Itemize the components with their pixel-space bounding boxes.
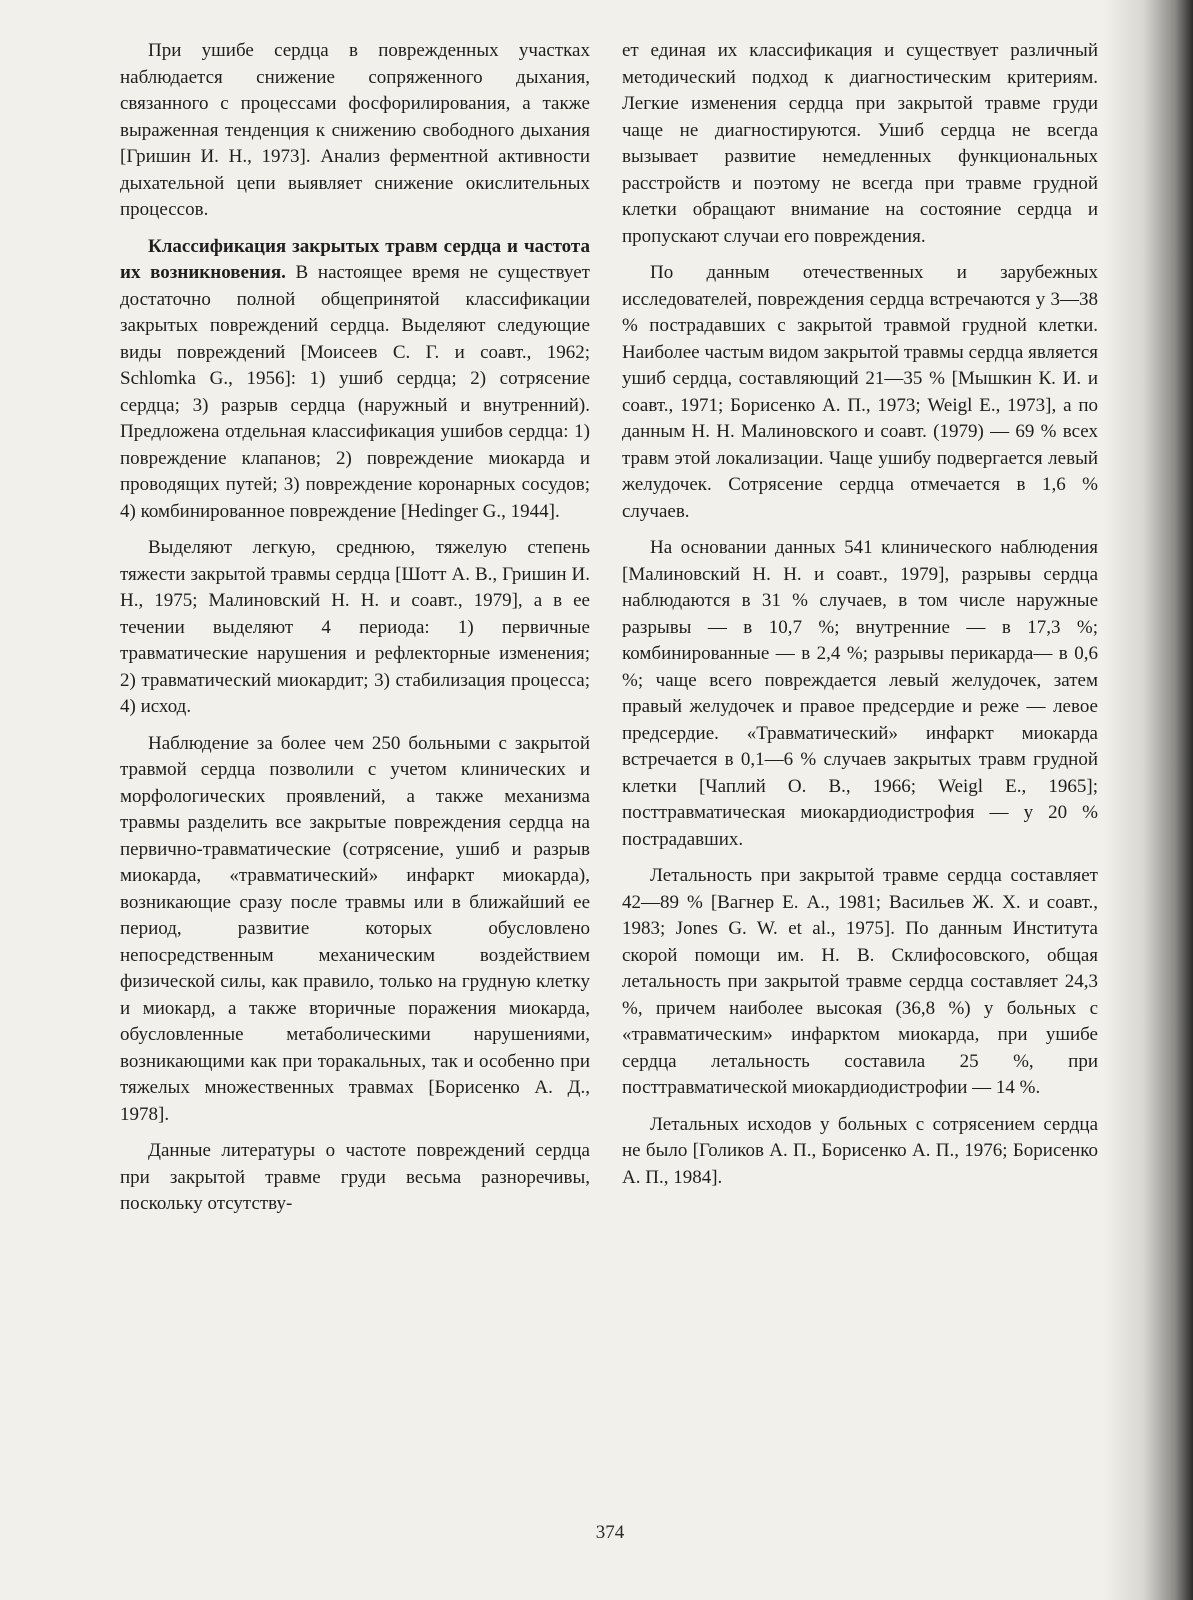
- page-edge-shadow: [1103, 0, 1193, 1600]
- paragraph: Данные литературы о частоте повреждений сердца при закрытой травме груди весьма разноречивы, поскольку отсутству-: [120, 1140, 590, 1214]
- right-column: [622, 38, 1098, 1201]
- paragraph: При ушибе сердца в поврежденных участках наблюдается снижение сопряженного дыхания, связанного с процессами фосфорилирования, а также выраженная тенденция к снижению свободного дыхания [Гришин И. Н., 1973]. Анализ ферментной активности дыхательной цепи выявляет снижение окислительных процессов.: [120, 40, 590, 220]
- paragraph: На основании данных 541 клинического наблюдения [Малиновский Н. Н. и соавт., 1979], разрывы сердца наблюдаются в 31 % случаев, в том числе наружные разрывы — в 10,7 %; внутренние — в 17,3 %; комбинированные — в 2,4 %; разрывы перикарда— в 0,6 %; чаще всего повреждается левый желудочек, затем правый желудочек и правое предсердие и реже — левое предсердие. «Травматический» инфаркт миокарда встречается в 0,1—6 % случаев закрытых травм грудной клетки [Чаплий О. В., 1966; Weigl E., 1965]; посттравматическая миокардиодистрофия — у 20 % пострадавших.: [622, 537, 1098, 850]
- paragraph: Наблюдение за более чем 250 больными с закрытой травмой сердца позволили с учетом клинических и морфологических проявлений, а также механизма травмы разделить все закрытые повреждения сердца на первично-травматические (сотрясение, ушиб и разрыв миокарда, «травматический» инфаркт миокарда), возникающие сразу после травмы или в ближайший ее период, развитие которых обусловлено непосредственным механическим воздействием физической силы, как правило, только на грудную клетку и миокард, а также вторичные поражения миокарда, обусловленные метаболическими нарушениями, возникающими как при торакальных, так и особенно при тяжелых множественных травмах [Борисенко А. Д., 1978].: [120, 732, 590, 1125]
- section-heading: Классификация закрытых травм сердца и частота их возникновения.: [120, 235, 590, 283]
- paragraph: По данным отечественных и зарубежных исследователей, повреждения сердца встречаются у 3—38 % пострадавших с закрытой травмой грудной клетки. Наиболее частым видом закрытой травмы сердца является ушиб сердца, составляющий 21—35 % [Мышкин К. И. и соавт., 1971; Борисенко А. П., 1973; Weigl E., 1973], а по данным Н. Н. Малиновского и соавт. (1979) — 69 % всех травм этой локализации. Чаще ушибу подвергается левый желудочек. Сотрясение сердца отмечается в 1,6 % случаев.: [622, 262, 1098, 522]
- paragraph: Летальность при закрытой травме сердца составляет 42—89 % [Вагнер Е. А., 1981; Васильев Ж. Х. и соавт., 1983; Jones G. W. et al., 1975]. По данным Института скорой помощи им. Н. В. Склифосовского, общая летальность при закрытой травме сердца составляет 24,3 %, причем наиболее высокая (36,8 %) у больных с «травматическим» инфарктом миокарда, при ушибе сердца летальность составила 25 %, при посттравматической миокардиодистрофии — 14 %.: [622, 865, 1098, 1098]
- paragraph-text: В настоящее время не существует достаточно полной общепринятой классификации закрытых повреждений сердца. Выделяют следующие виды повреждений [Моисеев С. Г. и соавт., 1962; Schlomka G., 1956]: 1) ушиб сердца; 2) сотрясение сердца; 3) разрыв сердца (наружный и внутренний). Предложена отдельная классификация ушибов сердца: 1) повреждение клапанов; 2) повреждение миокарда и проводящих путей; 3) повреждение коронарных сосудов; 4) комбинированное повреждение [Hedinger G., 1944].: [120, 262, 590, 522]
- paragraph-classification: [120, 234, 590, 526]
- paragraph: Летальных исходов у больных с сотрясением сердца не было [Голиков А. П., Борисенко А. П., 1976; Борисенко А. П., 1984].: [622, 1113, 1098, 1188]
- paragraph: Выделяют легкую, среднюю, тяжелую степень тяжести закрытой травмы сердца [Шотт А. В., Гришин И. Н., 1975; Малиновский Н. Н. и соавт., 1979], а в ее течении выделяют 4 периода: 1) первичные травматические нарушения и рефлекторные изменения; 2) травматический миокардит; 3) стабилизация процесса; 4) исход.: [120, 537, 590, 717]
- paragraph: ет единая их классификация и существует различный методический подход к диагностическим критериям. Легкие изменения сердца при закрытой травме груди чаще не диагностируются. Ушиб сердца не всегда вызывает развитие немедленных функциональных расстройств и поэтому не всегда при травме грудной клетки обращают внимание на состояние сердца и пропускают случаи его повреждения.: [622, 40, 1098, 247]
- page-number: 374: [595, 1522, 625, 1543]
- left-column: [120, 38, 590, 1228]
